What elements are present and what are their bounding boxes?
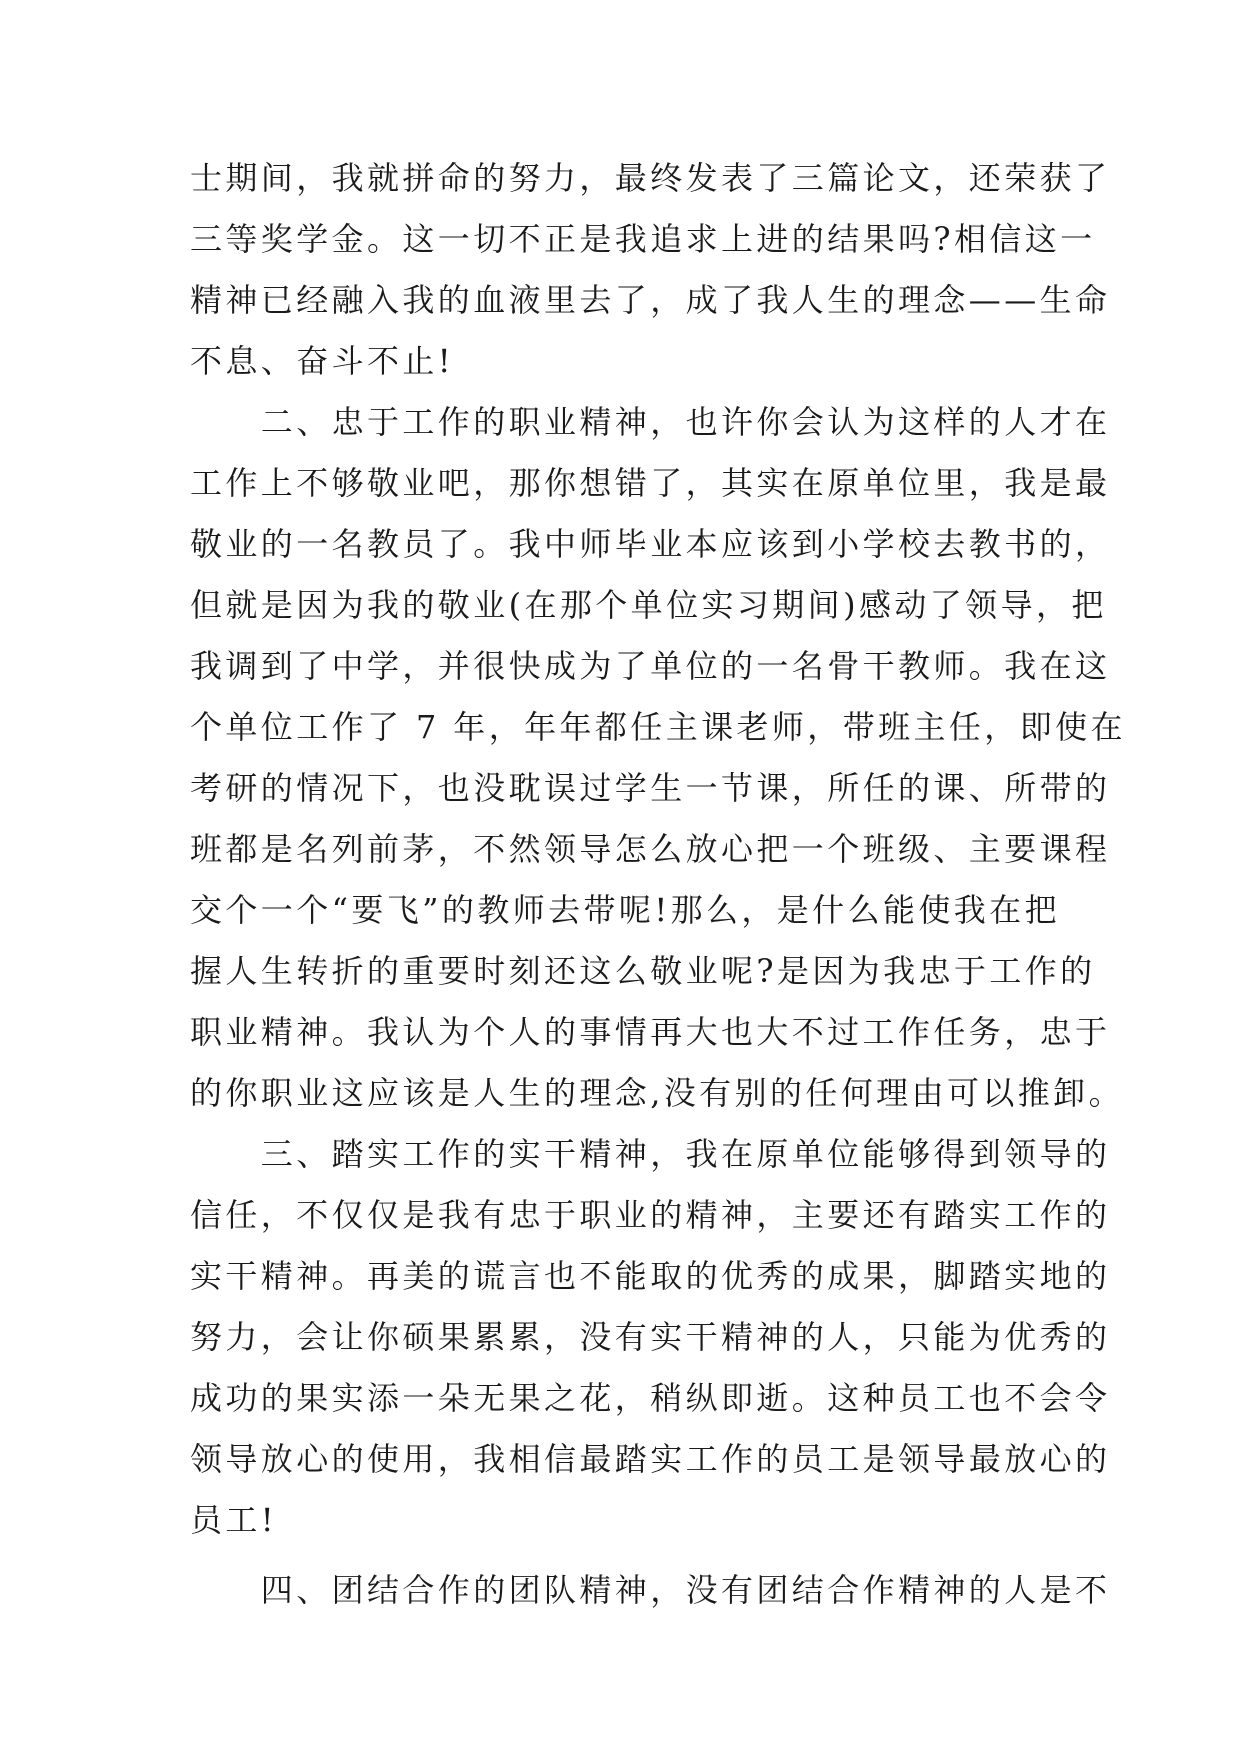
text-line: 努力，会让你硕果累累，没有实干精神的人，只能为优秀的 (190, 1318, 1111, 1356)
text-line: 三等奖学金。这一切不正是我追求上进的结果吗?相信这一 (190, 220, 1096, 258)
paragraph-4-start: 四、团结合作的团队精神，没有团结合作精神的人是不 (190, 1571, 1111, 1609)
text-line: 我调到了中学，并很快成为了单位的一名骨干教师。我在这 (190, 647, 1111, 685)
paragraph-3-start: 三、踏实工作的实干精神，我在原单位能够得到领导的 (190, 1135, 1111, 1173)
text-line: 领导放心的使用，我相信最踏实工作的员工是领导最放心的 (190, 1440, 1111, 1478)
paragraph-2-start: 二、忠于工作的职业精神，也许你会认为这样的人才在 (190, 403, 1111, 441)
text-line: 的你职业这应该是人生的理念,没有别的任何理由可以推卸。 (190, 1074, 1124, 1112)
text-line: 职业精神。我认为个人的事情再大也大不过工作任务，忠于 (190, 1013, 1111, 1051)
text-line: 班都是名列前茅，不然领导怎么放心把一个班级、主要课程 (190, 830, 1111, 868)
text-line: 考研的情况下，也没耽误过学生一节课，所任的课、所带的 (190, 769, 1111, 807)
text-line: 不息、奋斗不止! (190, 342, 455, 380)
text-line: 但就是因为我的敬业(在那个单位实习期间)感动了领导，把 (190, 586, 1107, 624)
text-line: 成功的果实添一朵无果之花，稍纵即逝。这种员工也不会令 (190, 1379, 1111, 1417)
text-line: 握人生转折的重要时刻还这么敬业呢?是因为我忠于工作的 (190, 952, 1096, 990)
text-line: 实干精神。再美的谎言也不能取的优秀的成果，脚踏实地的 (190, 1257, 1111, 1295)
text-line: 士期间，我就拼命的努力，最终发表了三篇论文，还荣获了 (190, 159, 1111, 197)
text-line: 精神已经融入我的血液里去了，成了我人生的理念——生命 (190, 281, 1111, 319)
text-line: 敬业的一名教员了。我中师毕业本应该到小学校去教书的， (190, 525, 1111, 563)
text-line: 交个一个“要飞”的教师去带呢!那么，是什么能使我在把 (190, 891, 1060, 929)
body-text (190, 148, 1126, 1621)
text-line: 工作上不够敬业吧，那你想错了，其实在原单位里，我是最 (190, 464, 1111, 502)
text-line: 个单位工作了 7 年，年年都任主课老师，带班主任，即使在 (190, 708, 1126, 746)
text-line: 员工! (190, 1501, 278, 1539)
text-line: 信任，不仅仅是我有忠于职业的精神，主要还有踏实工作的 (190, 1196, 1111, 1234)
